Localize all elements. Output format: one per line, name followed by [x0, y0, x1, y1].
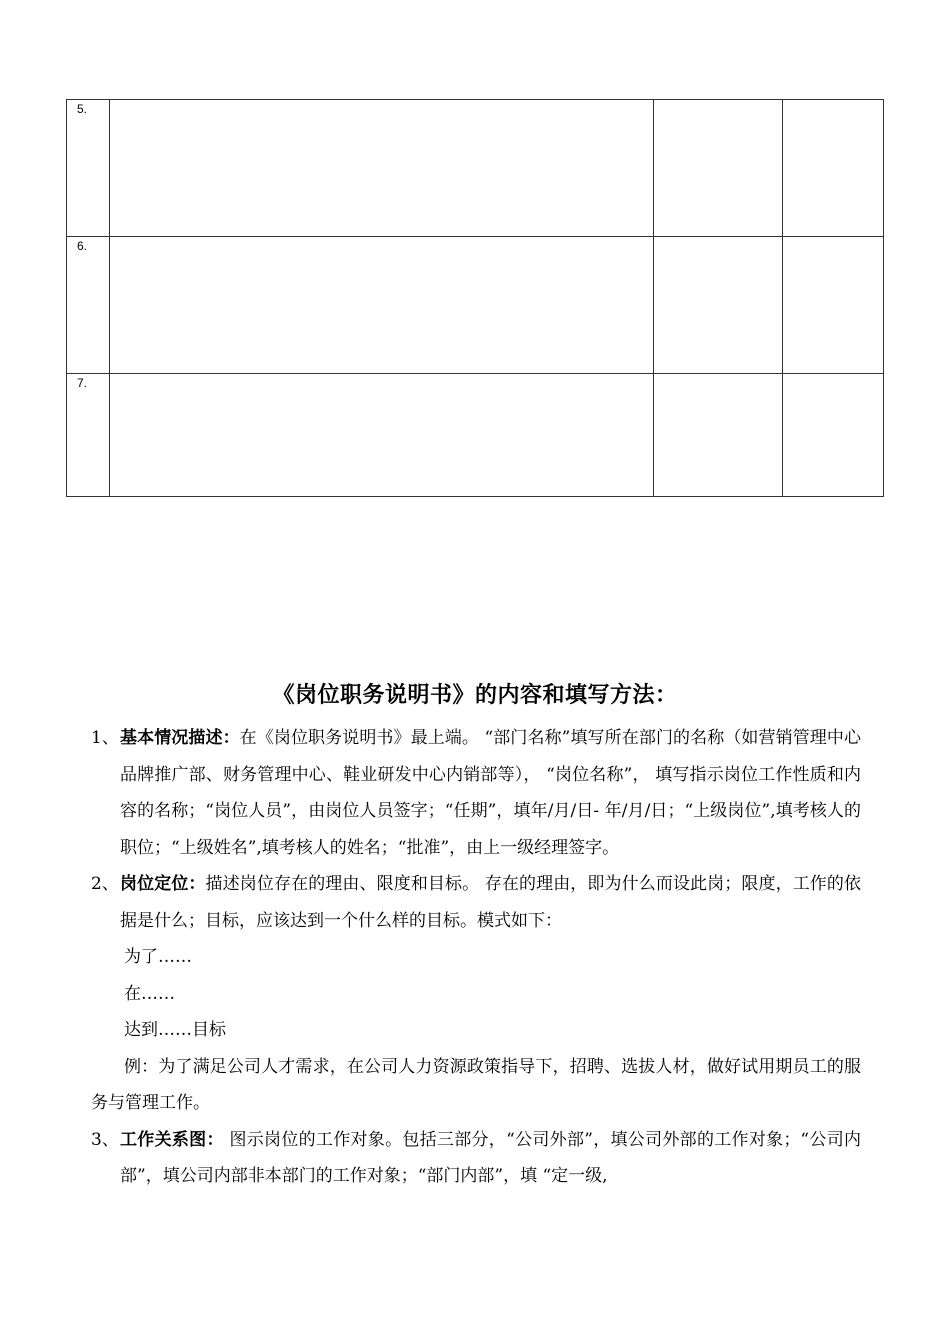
weight-cell[interactable]: [783, 237, 884, 374]
item-text: 描述岗位存在的理由、限度和目标。 存在的理由，即为什么而设此岗；限度，工作的依据是什么；目标，应该达到一个什么样的目标。模式如下：: [120, 874, 862, 931]
list-item: [91, 1122, 861, 1195]
weight-cell[interactable]: [783, 374, 884, 497]
item-heading: 工作关系图：: [120, 1129, 224, 1150]
pattern-line: 在……: [124, 983, 175, 1004]
standard-cell[interactable]: [654, 374, 783, 497]
item-heading: 基本情况描述：: [120, 728, 240, 748]
table-row: [67, 374, 884, 497]
item-text: 在《岗位职务说明书》最上端。 “部门名称”填写所在部门的名称（如营销管理中心品牌推广部、财务管理中心、鞋业研发中心内销部等）， “岗位名称”， 填写指示岗位工作性质和内容的名称；“岗位人员”，由岗位人员签字；“任期”，填年/月/日- 年/月/日；“上级岗位”,填考核人的职位；“上级姓名”,填考核人的姓名；“批准”，由上一级经理签字。: [120, 728, 861, 858]
pattern-line: 达到……目标: [124, 1020, 226, 1040]
row-number: 5.: [67, 100, 110, 237]
duty-cell[interactable]: [109, 100, 653, 237]
item-marker: 1、: [91, 728, 119, 748]
example-paragraph: 例：为了满足公司人才需求，在公司人力资源政策指导下，招聘、选拔人材，做好试用期员工的服务与管理工作。: [91, 1056, 861, 1113]
job-form-table: [66, 99, 884, 497]
weight-cell[interactable]: [783, 100, 884, 237]
duty-cell[interactable]: [109, 237, 653, 374]
instructions-body: [91, 720, 861, 1195]
item-marker: 3、: [91, 1129, 119, 1150]
row-number: 6.: [67, 237, 110, 374]
list-item: [91, 866, 861, 939]
row-number: 7.: [67, 374, 110, 497]
item-marker: 2、: [91, 874, 119, 894]
table-row: [67, 237, 884, 374]
item-heading: 岗位定位：: [120, 874, 206, 894]
pattern-line: 为了……: [124, 947, 192, 967]
table-row: [67, 100, 884, 237]
standard-cell[interactable]: [654, 237, 783, 374]
list-item: [91, 720, 861, 866]
standard-cell[interactable]: [654, 100, 783, 237]
duty-cell[interactable]: [109, 374, 653, 497]
item-text: 图示岗位的工作对象。包括三部分，“公司外部”，填公司外部的工作对象；“公司内部”，填公司内部非本部门的工作对象；“部门内部”，填 “定一级,: [120, 1129, 861, 1186]
section-title: 《岗位职务说明书》的内容和填写方法：: [272, 682, 678, 708]
